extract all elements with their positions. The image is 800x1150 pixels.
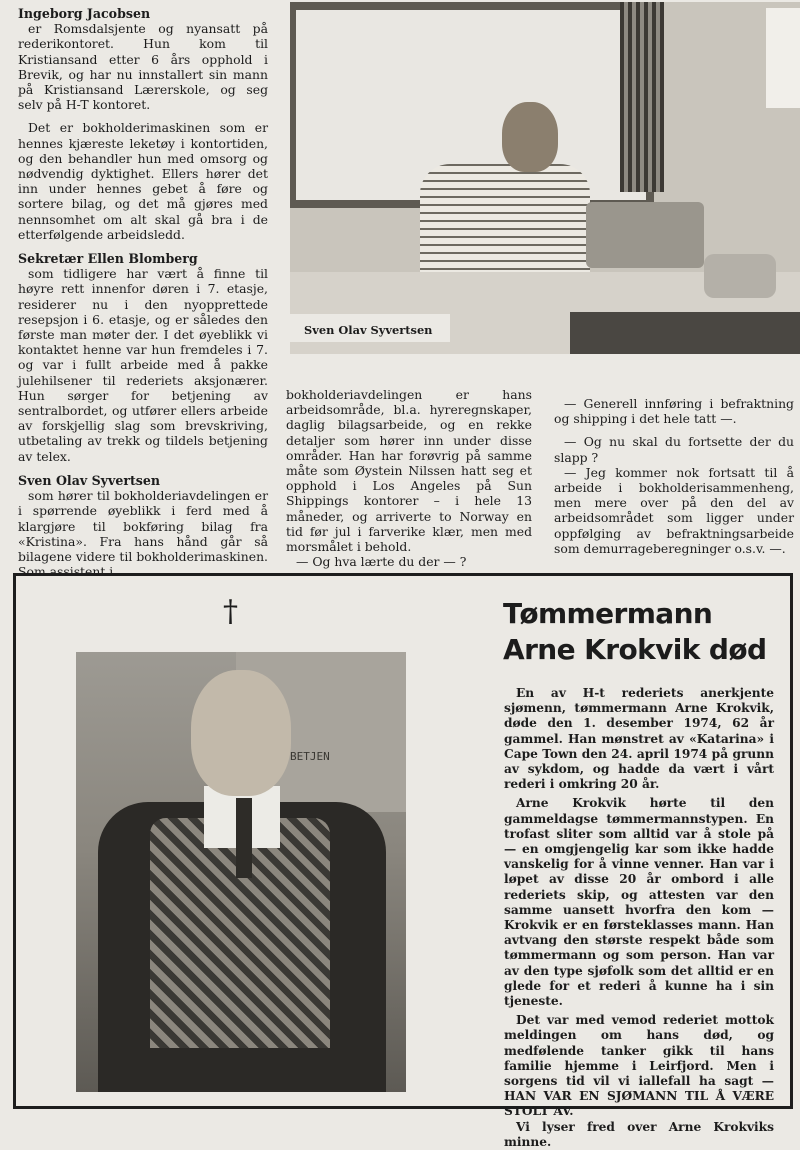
photo-person-body [420, 164, 590, 284]
portrait-head [191, 670, 291, 796]
heading-ellen-blomberg: Sekretær Ellen Blomberg [18, 251, 198, 267]
paragraph: — Jeg kommer nok fortsatt til å arbeide i bokholderisammenheng, men mere over på den del av arbeidsområdet som ligger under oppfølging av befraktningsarbeide som demurrageberegninger o.s.v. —. [554, 464, 794, 556]
photo-typewriter [586, 202, 704, 268]
obituary-portrait [76, 652, 406, 1092]
right-text-column [554, 396, 794, 556]
photo-telephone [704, 254, 776, 298]
photo-person-head [502, 102, 558, 172]
paragraph: — Generell innføring i befraktning og shipping i det hele tatt —. [554, 396, 794, 427]
obituary-title-line-2: Arne Krokvik død [503, 633, 767, 666]
paragraph: — Og nu skal du fortsette der du slapp ? [554, 434, 794, 465]
obituary-title [503, 596, 783, 668]
photo-curtain [620, 2, 664, 192]
office-photo [290, 2, 800, 354]
heading-ingeborg-jacobsen: Ingeborg Jacobsen [18, 6, 151, 21]
middle-text-column [286, 387, 532, 569]
photo-desk-front [570, 312, 800, 354]
paragraph: er Romsdalsjente og nyansatt på rederikontoret. Hun kom til Kristiansand etter 6 års opphold i Brevik, og har nu innstallert sin mann på Kristiansand Lærerskole, og seg selv på H-T kontoret. [18, 21, 268, 113]
obituary-paragraph: En av H-t rederiets anerkjente sjømenn, tømmermann Arne Krokvik, døde den 1. desember 1974, 62 år gammel. Han mønstret av «Katarina» i Cape Town den 24. april 1974 på grunn av sykdom, og hadde da vært i vårt rederi i omkring 20 år. [504, 686, 774, 792]
obituary-paragraph: Vi lyser fred over Arne Krokviks minne. [504, 1119, 774, 1149]
portrait-tie [236, 798, 252, 878]
portrait-sign: BETJEN [290, 750, 330, 763]
paragraph: — Og hva lærte du der — ? [296, 554, 467, 570]
photo-notice-paper [766, 8, 800, 108]
paragraph: Det er bokholderimaskinen som er hennes kjæreste leketøy i kontortiden, og den behandler hun med omsorg og nødvendig dyktighet. Ellers hører det inn under hennes gebet å føre og sortere bilag, og det må gjøres med nennsomhet om alt skal gå bra i de etterfølgende arbeidsledd. [18, 120, 268, 242]
heading-sven-olav-syvertsen: Sven Olav Syvertsen [18, 472, 161, 488]
obituary-paragraph: Arne Krokvik hørte til den gammeldagse tømmermannstypen. En trofast sliter som alltid var å stole på — en omgjengelig kar som ikke hadde vanskelig for å vinne venner. Han var i løpet av disse 20 år ombord i alle rederiets skip, og attesten var den samme uansett hvorfra den kom — Krokvik er en førsteklasses mann. Han avtvang den største respekt både som tømmermann og som person. Han var av den type sjøfolk som det alltid er en glede for et rederi å kunne ha i sin tjeneste. [504, 796, 774, 1009]
paragraph: som tidligere har vært å finne til høyre rett innenfor døren i 7. etasje, residerer nu i den nyopprettede resepsjon i 6. etasje, og er således den første man møter der. I det øyeblikk vi kontaktet henne var hun fremdeles i 7. og var i fullt arbeide med å pakke julehilsener til rederiets aksjonærer. Hun sørger for betjening av sentralbordet, og utfører ellers arbeide av forskjellig slag som brevskriving, utbetaling av trekk og tildels betjening av telex. [18, 266, 268, 464]
paragraph: som hører til bokholderiavdelingen er i spørrende øyeblikk i ferd med å klargjøre til bokføring bilag fra «Kristina». Fra hans hånd går så bilagene videre til bokholderimaskinen. Som assistent i [18, 488, 268, 580]
paragraph: bokholderiavdelingen er hans arbeidsområde, bl.a. hyreregnskaper, daglig bilagsarbeide, og en rekke detaljer som hører inn under disse områder. Han har forøvrig på samme måte som Øystein Nilssen hatt seg et opphold i Los Angeles på Sun Shippings kontorer – i hele 13 måneder, og arriverte to Norway en tid før jul i farverike klær, men med morsmålet i behold. [286, 387, 532, 555]
obituary-title-line-1: Tømmermann [503, 597, 713, 630]
photo-caption: Sven Olav Syvertsen [304, 323, 433, 337]
cross-icon: † [223, 594, 238, 629]
obituary-paragraph: Det var med vemod rederiet mottok meldingen om hans død, og medfølende tanker gikk til hans familie hjemme i Leirfjord. Men i sorgens tid vil vi iallefall ha sagt — HAN VAR EN SJØMANN TIL Å VÆRE STOLT AV. [504, 1013, 774, 1119]
left-text-column [18, 6, 268, 579]
obituary-text [504, 686, 774, 1150]
